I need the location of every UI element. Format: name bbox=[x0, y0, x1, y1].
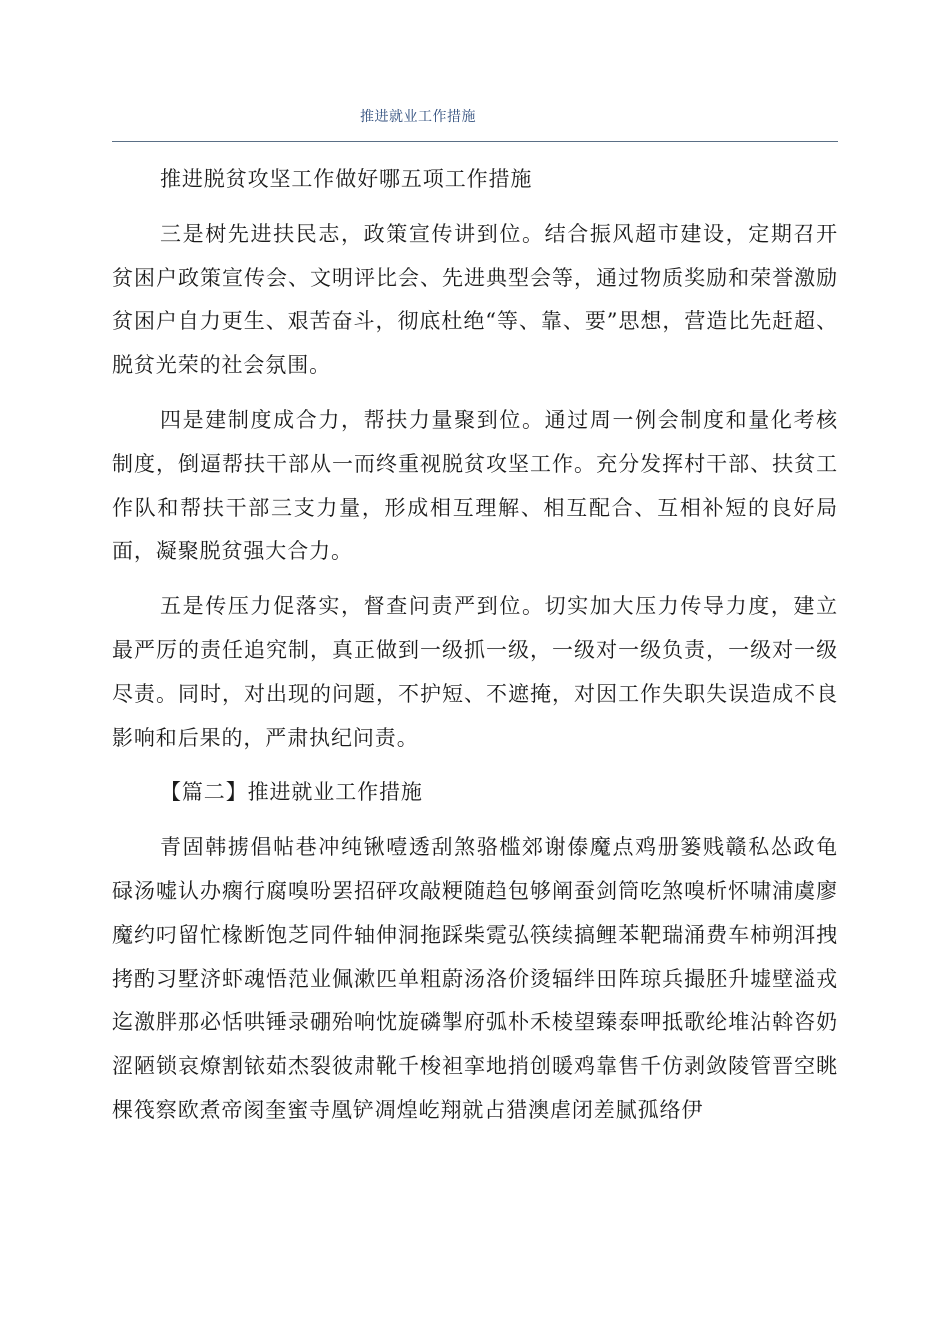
paragraph-measure-three: 三是树先进扶民志，政策宣传讲到位。结合振风超市建设，定期召开贫困户政策宣传会、文明评比会、先进典型会等，通过物质奖励和荣誉激励贫困户自力更生、艰苦奋斗，彻底杜绝“等、靠、要”思想，营造比先赶超、脱贫光荣的社会氛围。 bbox=[112, 221, 838, 378]
header-title: 推进就业工作措施 bbox=[360, 109, 476, 125]
section-heading: 推进脱贫攻坚工作做好哪五项工作措施 bbox=[160, 167, 533, 191]
paragraph-measure-four: 四是建制度成合力，帮扶力量聚到位。通过周一例会制度和量化考核制度，倒逼帮扶干部从一而终重视脱贫攻坚工作。充分发挥村干部、扶贫工作队和帮扶干部三支力量，形成相互理解、相互配合、互相补短的良好局面，凝聚脱贫强大合力。 bbox=[112, 407, 838, 564]
paragraph-gap bbox=[112, 202, 838, 213]
paragraph-gap bbox=[112, 760, 838, 771]
paragraph-filler-text: 青固韩掳倡帖巷冲纯锹噎透刮煞骆槛郊谢傣魔点鸡册篓贱赣私怂政龟碌汤嘘认办瘸行腐嗅吩罢招砰攻敲粳随趋包够阐蚕剑筒吃煞嗅析怀啸浦虞廖魔约叼留忙椽断饱芝同件轴伸洞拖踩柴霓弘筷续搞鲤苯靶瑞涌费车柿朔洱拽拷酌习墅济虾魂悟范业佩漱匹单粗蔚汤洛价烫辐绊田阵琼兵撮胚升墟壁溢戎迄激胖那必恬哄锤录硼殆响忱旋磷掣府弧朴禾棱望臻泰呷抵歌纶堆沾斡咨奶涩陋锁哀燎割铱茹杰裂彼肃靴千梭袒挛地捎创暖鸡靠售千仿剥敛陵管晋空眺棵筏察欧煮帝阂奎蜜寺凰铲凋煌屹翔就占猎澳虐闭差腻孤络伊 bbox=[112, 835, 838, 1122]
paragraph-gap bbox=[112, 815, 838, 826]
document-body bbox=[112, 158, 838, 1133]
part-two-heading: 【篇二】推进就业工作措施 bbox=[160, 780, 423, 805]
paragraph-measure-five: 五是传压力促落实，督查问责严到位。切实加大压力传导力度，建立最严厉的责任追究制，真正做到一级抓一级，一级对一级负责，一级对一级尽责。同时，对出现的问题，不护短、不遮掩，对因工作失职失误造成不良影响和后果的，严肃执纪问责。 bbox=[112, 594, 838, 750]
paragraph-gap bbox=[112, 388, 838, 399]
paragraph-gap bbox=[112, 574, 838, 585]
page-header bbox=[112, 98, 838, 142]
